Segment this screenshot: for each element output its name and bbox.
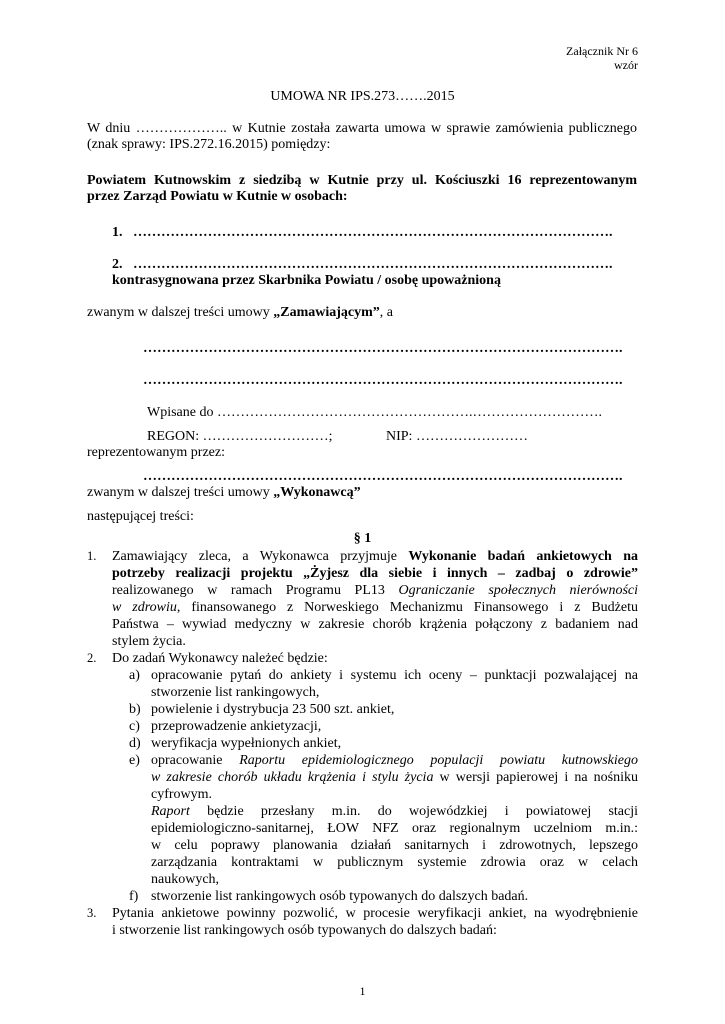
- wykonawca-line: [87, 484, 361, 501]
- item-1-line-1: [112, 548, 638, 565]
- contractor-dots-3: ………………………………………………………………………………………….: [143, 469, 623, 484]
- county-line-1: Powiatem Kutnowskim z siedzibą w Kutnie przy ul. Kościuszki 16 reprezentowanym: [87, 173, 637, 188]
- item-2b-text: powielenie i dystrybucja 23 500 szt. ankiet,: [151, 702, 395, 717]
- item-2e-report-word: Raport: [151, 804, 190, 819]
- person-2-number: 2.: [112, 257, 123, 272]
- item-2e-distribution: będzie przesłany m.in. do wojewódzkiej i powiatowej stacji: [189, 804, 638, 819]
- item-2e-line-6: w celu poprawy planowania działań sanitarnych i zdrowotnych, lepszego: [151, 838, 638, 853]
- contractor-registered: Wpisane do ……………………………………………….……………………….: [147, 405, 602, 420]
- item-1-bold: Wykonanie badań ankietowych na: [408, 549, 638, 564]
- county-line-2: przez Zarząd Powiatu w Kutnie w osobach:: [87, 189, 348, 204]
- item-3-line-1: Pytania ankietowe powinny pozwolić, w procesie weryfikacji ankiet, na wyodrębnienie: [112, 906, 638, 921]
- section-heading: § 1: [353, 531, 372, 546]
- item-1-program-title-end: w zdrowiu: [112, 600, 177, 615]
- item-2e-line-4: [151, 803, 638, 820]
- item-3-line-2: i stworzenie list rankingowych osób typowanych do dalszych badań:: [112, 923, 497, 938]
- item-2-intro: Do zadań Wykonawcy należeć będzie:: [112, 651, 328, 666]
- item-1-program: realizowanego w ramach Programu PL13: [112, 583, 399, 598]
- item-1-line-2: potrzeby realizacji projektu „Żyjesz dla siebie i innych – zadbaj o zdrowie”: [112, 566, 638, 581]
- item-2e-line-7: zarządzania kontraktami w publicznym systemie zdrowia oraz w celach: [151, 855, 638, 870]
- item-2e-format: w wersji papierowej i na nośniku: [433, 770, 638, 785]
- item-2e-line-3: cyfrowym.: [151, 787, 213, 802]
- item-2e-line-5: epidemiologiczno-sanitarnej, ŁOW NFZ oraz regionalnym uczelniom m.in.:: [151, 821, 638, 836]
- item-2e-line-2: [151, 769, 638, 786]
- annex-label: Załącznik Nr 6: [566, 44, 638, 58]
- following-text: następującej treści:: [87, 509, 194, 524]
- zamawiajacy-post: , a: [379, 305, 393, 320]
- item-1-funding: , finansowanego z Norweskiego Mechanizmu Finansowego i z Budżetu: [176, 600, 638, 615]
- item-2c-label: c): [129, 719, 140, 734]
- contractor-dots-1: ………………………………………………………………………………………….: [143, 341, 623, 356]
- intro-line-1: W dniu ……………….. w Kutnie została zawarta umowa w sprawie zamówienia publicznego: [87, 121, 637, 136]
- item-2e-label: e): [129, 753, 140, 768]
- zamawiajacy-line: [87, 304, 393, 321]
- item-1-line-5: Państwa – wywiad medyczny w zakresie chorób krążenia połączony z badaniem nad: [112, 617, 638, 632]
- item-2a-line-1: opracowanie pytań do ankiety i systemu ich oceny – punktacji pozwalającej na: [151, 668, 638, 683]
- item-1-line-6: stylem życia.: [112, 634, 186, 649]
- item-2e-line-1: [151, 752, 638, 769]
- item-2d-text: weryfikacja wypełnionych ankiet,: [151, 736, 342, 751]
- item-1-program-title: Ograniczanie społecznych nierówności: [398, 583, 639, 598]
- document-title: UMOWA NR IPS.273…….2015: [270, 89, 455, 104]
- contractor-represented: reprezentowanym przez:: [87, 445, 225, 460]
- contractor-regon: REGON: ………………………;: [147, 429, 333, 444]
- item-2-number: 2.: [87, 651, 97, 665]
- template-label: wzór: [614, 58, 638, 72]
- item-2e-report-title-end: w zakresie chorób układu krążenia i stylu życia: [151, 770, 434, 785]
- person-1-number: 1.: [112, 225, 123, 240]
- wykonawca-pre: zwanym w dalszej treści umowy: [87, 485, 274, 500]
- item-2e-line-8: naukowych,: [151, 872, 220, 887]
- countersign-note: kontrasygnowana przez Skarbnika Powiatu / osobę upoważnioną: [112, 273, 501, 288]
- item-2d-label: d): [129, 736, 141, 751]
- zamawiajacy-pre: zwanym w dalszej treści umowy: [87, 305, 274, 320]
- person-2-dots: ………………………………………………………………………………………….: [133, 257, 613, 272]
- item-1-line-4: [112, 599, 638, 616]
- item-2e-text: opracowanie: [151, 753, 240, 768]
- item-2f-text: stworzenie list rankingowych osób typowanych do dalszych badań.: [151, 889, 529, 904]
- item-2c-text: przeprowadzenie ankietyzacji,: [151, 719, 322, 734]
- zamawiajacy-name: „Zamawiającym”: [273, 305, 380, 320]
- page-number: 1: [359, 984, 366, 998]
- person-1-dots: ………………………………………………………………………………………….: [133, 225, 613, 240]
- item-1-text: Zamawiający zleca, a Wykonawca przyjmuje: [112, 549, 409, 564]
- intro-line-2: (znak sprawy: IPS.272.16.2015) pomiędzy:: [87, 137, 331, 152]
- item-2a-line-2: stworzenie list rankingowych,: [151, 685, 320, 700]
- wykonawca-name: „Wykonawcą”: [273, 485, 361, 500]
- item-2b-label: b): [129, 702, 141, 717]
- contractor-nip: NIP: ……………………: [386, 429, 528, 444]
- item-2f-label: f): [129, 889, 139, 904]
- item-2a-label: a): [129, 668, 140, 683]
- item-1-line-3: [112, 582, 638, 599]
- contractor-dots-2: ………………………………………………………………………………………….: [143, 373, 623, 388]
- item-3-number: 3.: [87, 906, 97, 920]
- item-1-number: 1.: [87, 549, 97, 563]
- item-2e-report-title: Raportu epidemiologicznego populacji powiatu kutnowskiego: [239, 753, 638, 768]
